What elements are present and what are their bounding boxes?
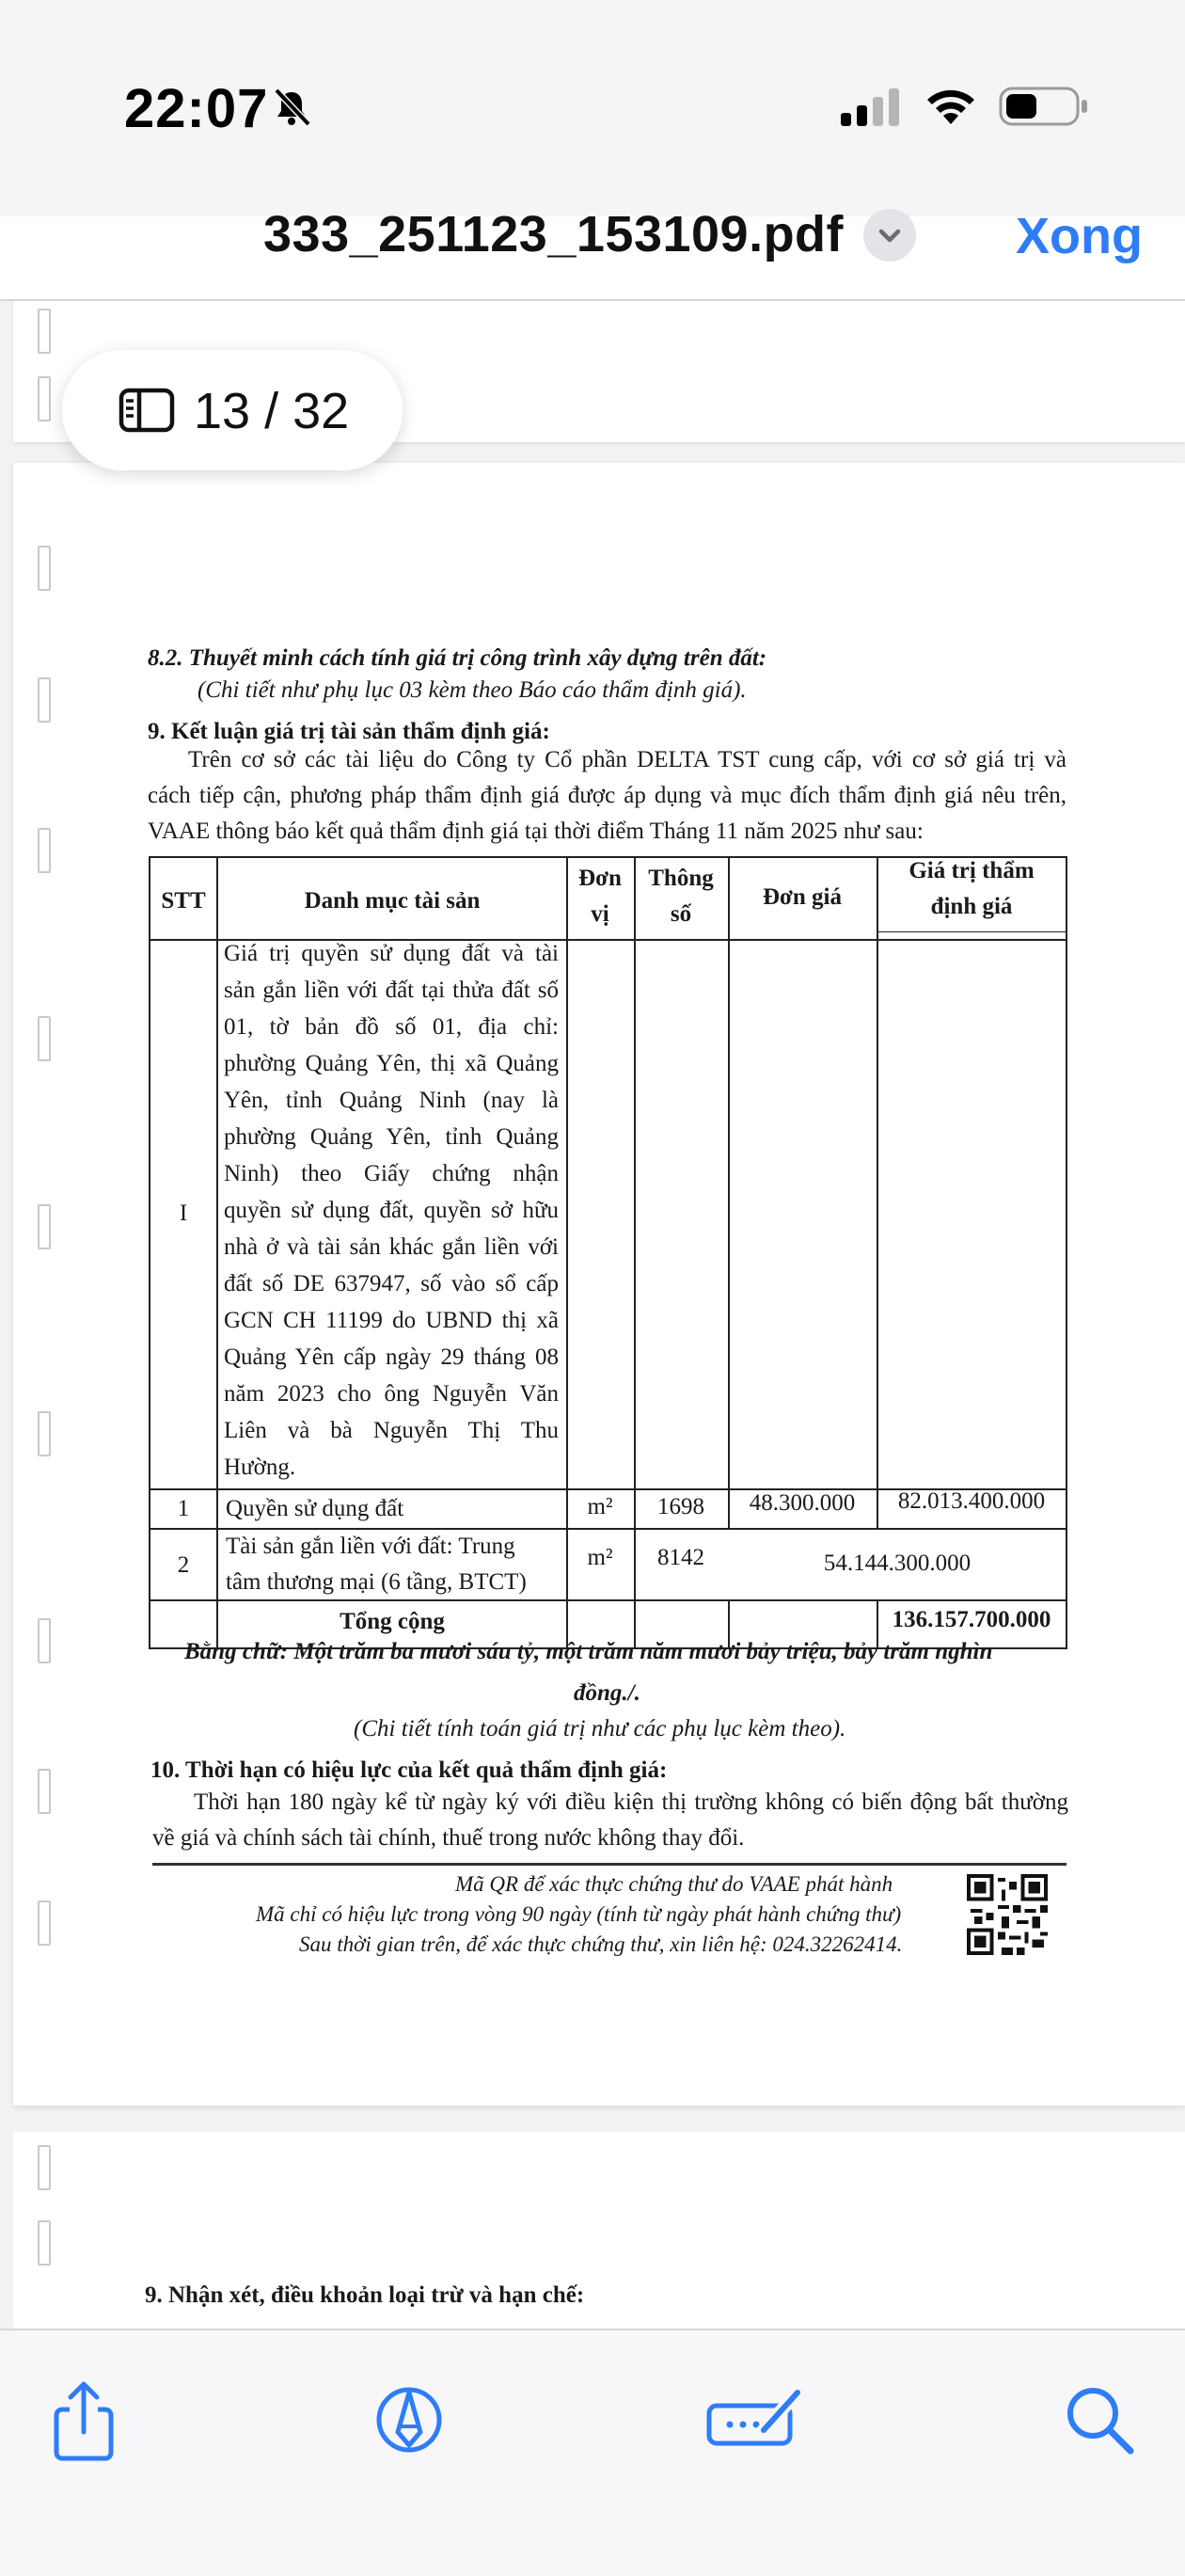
row-1-item: Quyền sử dụng đất	[226, 1496, 404, 1521]
header-unit: Đơn	[578, 866, 622, 891]
page-counter[interactable]	[62, 350, 403, 470]
section-9-paragraph-line: VAAE thông báo kết quả thẩm định giá tại thời điểm Tháng 11 năm 2025 như sau:	[148, 819, 924, 844]
binder-hole	[38, 309, 51, 354]
header-value: Giá trị thẩm	[908, 858, 1035, 883]
title-menu-button[interactable]	[863, 209, 916, 262]
binder-hole	[38, 677, 51, 723]
section-9-heading: 9. Kết luận giá trị tài sản thẩm định giá:	[148, 719, 550, 744]
signature-icon[interactable]	[703, 2377, 807, 2462]
row-1-value: 82.013.400.000	[897, 1488, 1046, 1514]
row-2-param: 8142	[657, 1545, 704, 1570]
row-2-merged-value: 54.144.300.000	[823, 1550, 972, 1576]
group-description-line: GCN CH 11199 do UBND thị xã	[224, 1308, 559, 1333]
group-stt: I	[179, 1201, 188, 1226]
done-button[interactable]: Xong	[1016, 208, 1143, 264]
footer-line: Mã QR để xác thực chứng thư do VAAE phát hành	[455, 1872, 893, 1896]
status-bar	[0, 0, 1185, 264]
group-description-line: Yên, tỉnh Quảng Ninh (nay là	[224, 1088, 559, 1113]
binder-hole	[38, 2220, 51, 2266]
amount-in-words: Bằng chữ: Một trăm ba mươi sáu tỷ, một trăm năm mươi bảy triệu, bảy trăm nghìn	[184, 1639, 993, 1664]
binder-hole	[38, 1769, 51, 1814]
binder-hole	[38, 546, 51, 591]
document-title[interactable]: 333_251123_153109.pdf	[263, 206, 845, 262]
section-9-paragraph-line: Trên cơ sở các tài liệu do Công ty Cổ phần DELTA TST cung cấp, với cơ sở giá trị và	[188, 747, 1066, 772]
next-page	[13, 2132, 1185, 2329]
qr-code-icon	[967, 1874, 1048, 1955]
group-description-line: Giá trị quyền sử dụng đất và tài	[224, 941, 559, 966]
row-2-item: Tài sản gắn liền với đất: Trung	[226, 1534, 515, 1559]
binder-hole	[38, 2145, 51, 2190]
binder-hole	[38, 1016, 51, 1061]
group-description-line: Quảng Yên cấp ngày 29 tháng 08	[224, 1344, 559, 1370]
binder-hole	[38, 828, 51, 873]
section-8-2-heading: 8.2. Thuyết minh cách tính giá trị công trình xây dựng trên đất:	[148, 645, 767, 671]
binder-hole	[38, 1900, 51, 1946]
appendix-note: (Chi tiết tính toán giá trị như các phụ lục kèm theo).	[354, 1716, 846, 1741]
wifi-icon	[924, 83, 978, 128]
group-description-line: nhà ở và tài sản khác gắn liền với	[224, 1234, 559, 1260]
chevron-down-icon	[863, 209, 916, 262]
header-item: Danh mục tài sản	[304, 888, 481, 914]
header-price: Đơn giá	[763, 884, 842, 910]
group-description-line: Hường.	[224, 1455, 296, 1480]
amount-in-words: đồng./.	[574, 1680, 640, 1706]
total-label: Tổng cộng	[340, 1609, 445, 1634]
row-1-stt: 1	[177, 1496, 190, 1521]
cellular-signal-icon	[839, 87, 905, 128]
group-description-line: Ninh) theo Giấy chứng nhận	[224, 1161, 559, 1186]
sidebar-icon	[118, 388, 175, 433]
section-9-paragraph-line: cách tiếp cận, phương pháp thẩm định giá được áp dụng và mục đích thẩm định giá nêu trên,	[148, 783, 1066, 808]
row-1-unit: m²	[587, 1494, 613, 1519]
header-param: Thông	[648, 866, 714, 891]
section-10-paragraph-line: Thời hạn 180 ngày kể từ ngày ký với điều kiện thị trường không có biến động bất thường	[194, 1789, 1068, 1815]
row-2-unit: m²	[587, 1545, 613, 1570]
next-page-heading: 9. Nhận xét, điều khoản loại trừ và hạn chế:	[145, 2282, 585, 2308]
header-value: định giá	[930, 894, 1013, 919]
section-8-2-note: (Chi tiết như phụ lục 03 kèm theo Báo cáo thẩm định giá).	[198, 677, 747, 703]
header-stt: STT	[161, 888, 206, 914]
group-description-line: phường Quảng Yên, tỉnh Quảng	[224, 1124, 559, 1150]
group-description-line: quyền sử dụng đất, quyền sở hữu	[224, 1198, 559, 1223]
row-2-stt: 2	[177, 1552, 190, 1578]
footer-line: Mã chỉ có hiệu lực trong vòng 90 ngày (tính từ ngày phát hành chứng thư)	[256, 1902, 902, 1926]
section-10-heading: 10. Thời hạn có hiệu lực của kết quả thẩm định giá:	[150, 1757, 668, 1783]
status-time: 22:07	[124, 78, 269, 139]
row-2-item: tâm thương mại (6 tầng, BTCT)	[226, 1569, 527, 1595]
footer-line: Sau thời gian trên, để xác thực chứng thư, xin liên hệ: 024.32262414.	[299, 1932, 903, 1956]
bell-slash-icon	[271, 87, 312, 128]
binder-hole	[38, 1204, 51, 1249]
row-1-price: 48.300.000	[749, 1490, 856, 1516]
group-description-line: phường Quảng Yên, thị xã Quảng	[224, 1051, 559, 1076]
binder-hole	[38, 1618, 51, 1663]
group-description-line: đất số DE 637947, số vào sổ cấp	[224, 1271, 559, 1296]
markup-icon[interactable]	[367, 2377, 451, 2462]
header-unit: vị	[591, 901, 609, 927]
row-1-param: 1698	[657, 1494, 704, 1519]
group-description-line: Liên và bà Nguyễn Thị Thu	[224, 1418, 559, 1443]
group-description-line: 01, tờ bản đồ số 01, địa chỉ:	[224, 1014, 559, 1040]
battery-icon	[999, 85, 1089, 128]
binder-hole	[38, 1411, 51, 1456]
binder-hole	[38, 376, 51, 421]
search-icon[interactable]	[1057, 2377, 1142, 2462]
bottom-toolbar	[0, 2329, 1185, 2576]
header-param: số	[670, 901, 692, 927]
section-10-paragraph-line: về giá và chính sách tài chính, thuế trong nước không thay đổi.	[152, 1825, 745, 1851]
footer-divider	[152, 1863, 1066, 1866]
share-icon[interactable]	[41, 2377, 126, 2462]
group-description-line: năm 2023 cho ông Nguyễn Văn	[224, 1381, 559, 1407]
page-counter-text: 13 / 32	[194, 383, 350, 439]
group-description-line: sản gắn liền với đất tại thửa đất số	[224, 978, 559, 1003]
total-value: 136.157.700.000	[892, 1607, 1051, 1632]
